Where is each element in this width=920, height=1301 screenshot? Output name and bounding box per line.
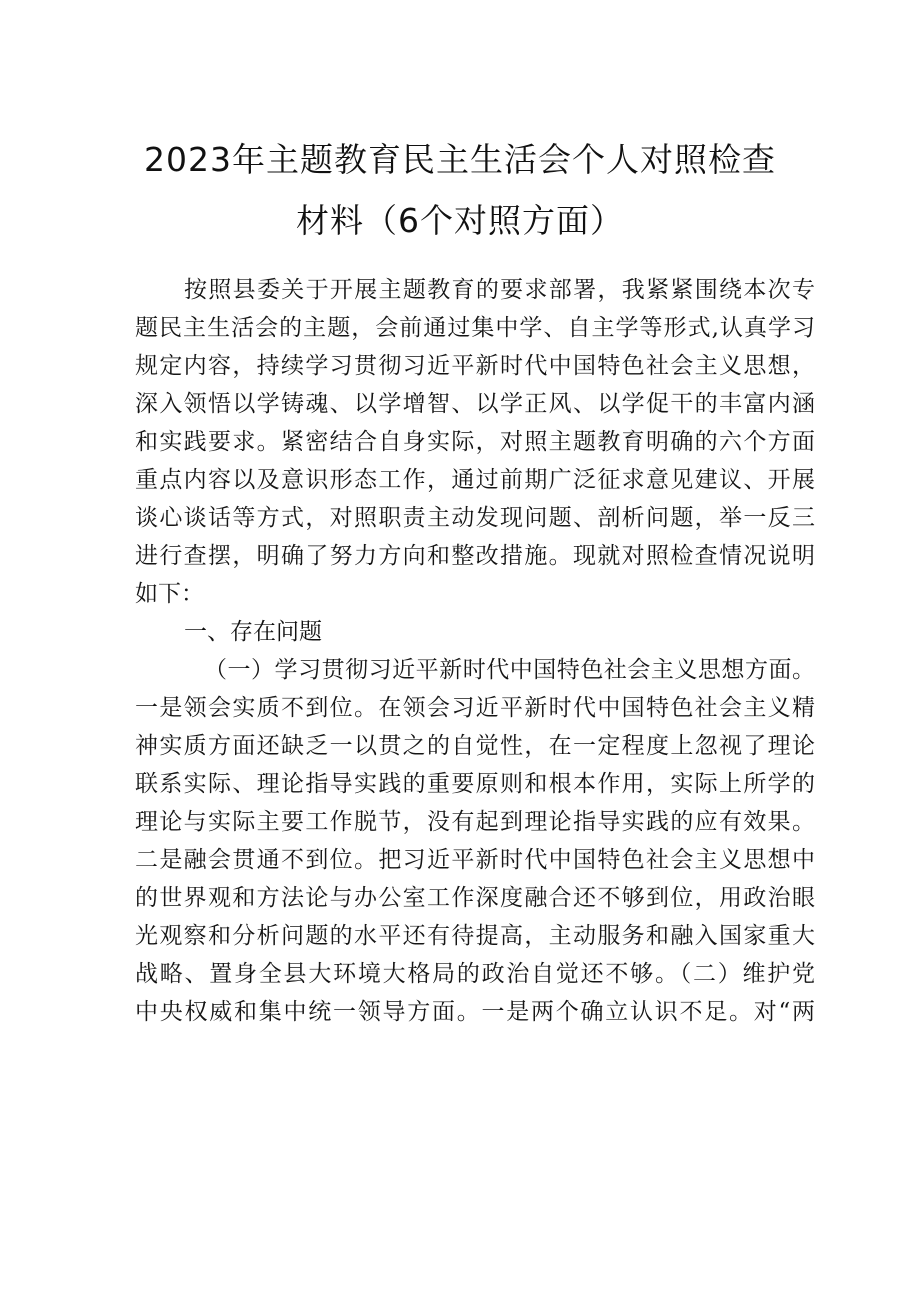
intro-paragraph-line: 题民主生活会的主题，会前通过集中学、自主学等形式,认真学习 [135,315,815,341]
intro-paragraph-line: 规定内容，持续学习贯彻习近平新时代中国特色社会主义思想， [135,353,815,379]
intro-paragraph-line: 重点内容以及意识形态工作，通过前期广泛征求意见建议、开展 [135,467,815,493]
section-paragraph-line: 一是领会实质不到位。在领会习近平新时代中国特色社会主义精 [135,695,815,721]
section-paragraph-line: 战略、置身全县大环境大格局的政治自觉还不够。（二）维护党 [135,961,815,987]
section-paragraph-line: 的世界观和方法论与办公室工作深度融合还不够到位，用政治眼 [135,885,815,911]
intro-paragraph-line: 按照县委关于开展主题教育的要求部署，我紧紧围绕本次专 [184,277,815,303]
section-paragraph-line: 二是融会贯通不到位。把习近平新时代中国特色社会主义思想中 [135,847,815,873]
document-title-line-2: 材料（6个对照方面） [296,201,624,240]
intro-paragraph-line: 如下： [135,581,204,607]
section-paragraph-line: 联系实际、理论指导实践的重要原则和根本作用，实际上所学的 [135,771,815,797]
intro-paragraph-line: 谈心谈话等方式，对照职责主动发现问题、剖析问题，举一反三 [135,505,815,531]
section-paragraph-line: 光观察和分析问题的水平还有待提高，主动服务和融入国家重大 [135,923,815,949]
section-paragraph-line: 理论与实际主要工作脱节，没有起到理论指导实践的应有效果。 [135,809,815,835]
intro-paragraph-line: 进行查摆，明确了努力方向和整改措施。现就对照检查情况说明 [135,543,815,569]
section-paragraph-line: 神实质方面还缺乏一以贯之的自觉性，在一定程度上忽视了理论 [135,733,815,759]
section-paragraph-line: 中央权威和集中统一领导方面。一是两个确立认识不足。对“两 [135,999,815,1025]
intro-paragraph-line: 和实践要求。紧密结合自身实际，对照主题教育明确的六个方面 [135,429,815,455]
section-paragraph-line: （一）学习贯彻习近平新时代中国特色社会主义思想方面。 [204,657,815,683]
intro-paragraph-line: 深入领悟以学铸魂、以学增智、以学正风、以学促干的丰富内涵 [135,391,815,417]
document-title-line-1: 2023年主题教育民主生活会个人对照检查 [144,140,776,179]
section-heading: 一、存在问题 [184,619,322,645]
